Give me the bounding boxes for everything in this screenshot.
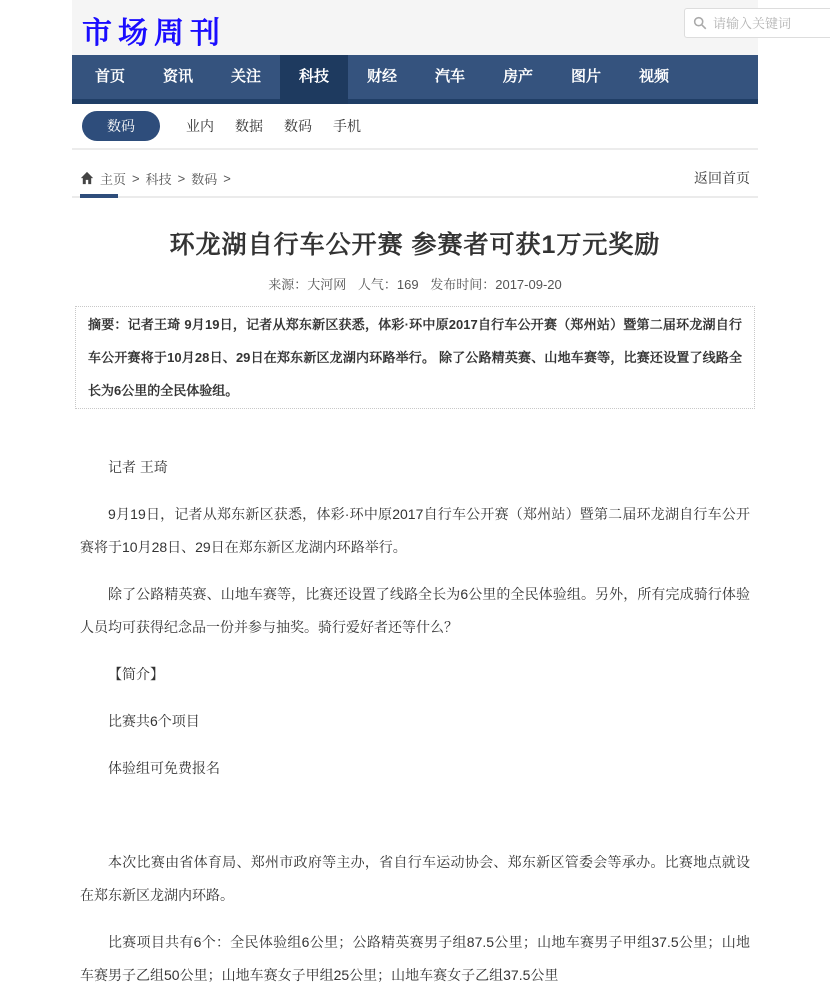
search-input[interactable] [713, 16, 823, 31]
article-paragraph [80, 799, 750, 832]
home-icon[interactable] [80, 171, 94, 185]
article-meta [72, 274, 758, 293]
article-paragraph: 比赛共6个项目 [108, 713, 200, 729]
meta-date: 发布时间：2017-09-20 [430, 277, 562, 292]
meta-source: 来源：大河网 [268, 277, 347, 292]
subnav-item-industry[interactable]: 业内 [186, 118, 214, 134]
nav-item-finance[interactable]: 财经 [366, 68, 397, 85]
article-paragraph: 9月19日，记者从郑东新区获悉，体彩·环中原2017自行车公开赛（郑州站）暨第二届环龙湖自行车公开赛将于10月28日、29日在郑东新区龙湖内环路举行。 [80, 506, 750, 555]
article-paragraph: 体验组可免费报名 [108, 760, 220, 776]
breadcrumb-bar [72, 167, 758, 189]
article-paragraph: 除了公路精英赛、山地车赛等，比赛还设置了线路全长为6公里的全民体验组。另外，所有完成骑行体验人员均可获得纪念品一份并参与抽奖。骑行爱好者还等什么？ [80, 586, 750, 635]
search-icon [693, 16, 707, 30]
breadcrumb [100, 169, 237, 188]
site-logo[interactable]: 市场周刊 [82, 17, 226, 50]
search-box[interactable] [684, 8, 830, 38]
main-nav [72, 55, 758, 104]
nav-item-home[interactable]: 首页 [94, 68, 125, 85]
page [72, 0, 758, 983]
nav-item-auto[interactable]: 汽车 [434, 68, 465, 85]
breadcrumb-item-digital[interactable]: 数码 [191, 171, 218, 187]
breadcrumb-item-tech[interactable]: 科技 [145, 171, 172, 187]
article [72, 228, 758, 992]
article-paragraph: 【简介】 [108, 666, 164, 682]
back-home-link[interactable]: 返回首页 [694, 170, 750, 186]
nav-item-news[interactable]: 资讯 [162, 68, 193, 85]
breadcrumb-separator: > [132, 170, 140, 186]
nav-item-tech[interactable]: 科技 [280, 55, 348, 104]
article-summary: 摘要：记者王琦 9月19日，记者从郑东新区获悉，体彩·环中原2017自行车公开赛（郑州站）暨第二届环龙湖自行车公开赛将于10月28日、29日在郑东新区龙湖内环路举行。 除了公路精英赛、山地车赛等，比赛还设置了线路全长为6公里的全民体验组。 [75, 306, 755, 409]
article-body [80, 451, 750, 992]
subnav-item-digital[interactable]: 数码 [82, 111, 160, 141]
nav-item-follow[interactable]: 关注 [230, 68, 261, 85]
article-paragraph: 本次比赛由省体育局、郑州市政府等主办，省自行车运动协会、郑东新区管委会等承办。比赛地点就设在郑东新区龙湖内环路。 [80, 854, 750, 903]
nav-item-video[interactable]: 视频 [638, 68, 669, 85]
article-paragraph: 记者 王琦 [108, 459, 168, 475]
article-paragraph: 比赛项目共有6个：全民体验组6公里；公路精英赛男子组87.5公里；山地车赛男子甲组37.5公里；山地车赛男子乙组50公里；山地车赛女子甲组25公里；山地车赛女子乙组37.5公里 [80, 934, 750, 983]
main-nav-items [72, 55, 758, 104]
subnav-item-mobile[interactable]: 手机 [333, 118, 361, 134]
breadcrumb-separator: > [223, 170, 231, 186]
divider-accent-bar [80, 194, 118, 198]
breadcrumb-item-home[interactable]: 主页 [100, 171, 127, 187]
nav-item-property[interactable]: 房产 [502, 68, 533, 85]
site-header [72, 0, 758, 55]
breadcrumb-separator: > [177, 170, 186, 186]
subnav-item-data[interactable]: 数据 [235, 118, 263, 134]
article-title: 环龙湖自行车公开赛 参赛者可获1万元奖励 [169, 231, 661, 259]
meta-views: 人气：169 [357, 277, 419, 292]
breadcrumb-divider [72, 196, 758, 198]
sub-nav [72, 104, 758, 150]
subnav-item-digital-2[interactable]: 数码 [284, 118, 312, 134]
nav-item-photos[interactable]: 图片 [570, 68, 601, 85]
